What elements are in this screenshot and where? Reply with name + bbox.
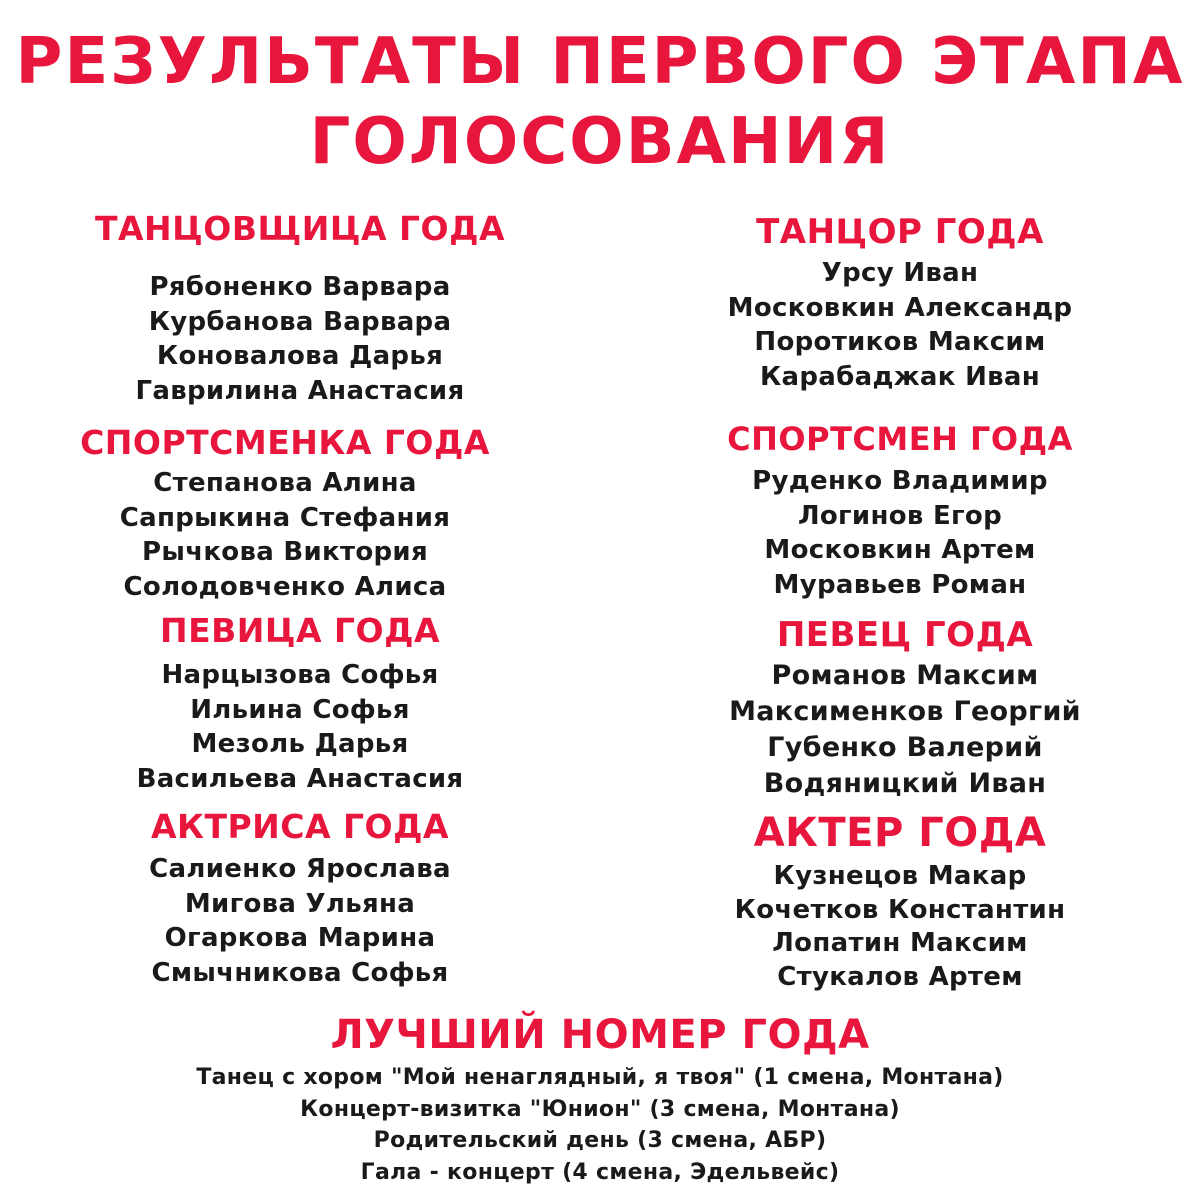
- performance-item: Родительский день (3 смена, АБР): [373, 1128, 827, 1153]
- performance-item: Гала - концерт (4 смена, Эдельвейс): [360, 1159, 840, 1185]
- nominee: Мигова Ульяна: [184, 888, 416, 919]
- title-line-1: РЕЗУЛЬТАТЫ ПЕРВОГО ЭТАПА: [15, 25, 1185, 99]
- nominee: Стукалов Артем: [777, 961, 1023, 992]
- nominee: Гаврилина Анастасия: [135, 375, 465, 406]
- category-singer-male: [680, 612, 1130, 802]
- category-dancer-male: [670, 208, 1130, 394]
- nominee: Романов Максим: [771, 660, 1039, 691]
- category-heading: ЛУЧШИЙ НОМЕР ГОДА: [330, 1012, 870, 1058]
- nominee: Кочетков Константин: [734, 894, 1066, 925]
- nominee: Московкин Александр: [727, 292, 1073, 323]
- nominee: Солодовченко Алиса: [123, 571, 447, 602]
- category-actress: [70, 804, 530, 990]
- category-heading: АКТЕР ГОДА: [753, 810, 1047, 856]
- nominee: Мезоль Дарья: [191, 729, 409, 759]
- title-line-2: ГОЛОСОВАНИЯ: [309, 105, 891, 179]
- nominee-list: [670, 256, 1130, 394]
- category-heading: АКТРИСА ГОДА: [150, 807, 450, 846]
- nominee-list: [680, 658, 1130, 802]
- performance-list: [0, 1062, 1200, 1188]
- nominee: Водяницкий Иван: [763, 768, 1047, 799]
- nominee: Руденко Владимир: [752, 466, 1048, 496]
- nominee: Смычникова Софья: [151, 957, 449, 988]
- performance-item: Танец с хором "Мой ненаглядный, я твоя" (1 смена, Монтана): [196, 1065, 1004, 1090]
- nominee: Кузнецов Макар: [773, 861, 1027, 891]
- nominee: Ильина Софья: [190, 694, 410, 725]
- nominee: Московкин Артем: [764, 535, 1036, 565]
- category-singer-female: [70, 608, 530, 796]
- category-sportswoman: [55, 420, 515, 604]
- category-heading: ПЕВЕЦ ГОДА: [776, 615, 1034, 655]
- category-heading: СПОРТСМЕН ГОДА: [727, 420, 1073, 458]
- nominee-list: [70, 270, 530, 408]
- page-title: [0, 22, 1200, 182]
- category-heading: ТАНЦОВЩИЦА ГОДА: [94, 209, 505, 248]
- category-best-number: [0, 1008, 1200, 1188]
- nominee: Васильева Анастасия: [136, 763, 464, 794]
- nominee: Рябоненко Варвара: [149, 272, 451, 302]
- nominee: Коновалова Дарья: [156, 341, 444, 371]
- nominee: Курбанова Варвара: [148, 306, 452, 337]
- nominee: Губенко Валерий: [767, 732, 1043, 763]
- nominee: Огаркова Марина: [164, 923, 436, 953]
- nominee: Лопатин Максим: [772, 928, 1028, 958]
- performance-item: Концерт-визитка "Юнион" (3 смена, Монтана): [300, 1096, 900, 1122]
- nominee-list: [670, 860, 1130, 994]
- nominee: Логинов Егор: [797, 500, 1002, 531]
- nominee: Рычкова Виктория: [142, 537, 428, 567]
- category-heading: ТАНЦОР ГОДА: [756, 212, 1044, 252]
- nominee: Поротиков Максим: [754, 327, 1046, 357]
- category-heading: СПОРТСМЕНКА ГОДА: [80, 423, 490, 462]
- category-actor: [670, 806, 1130, 994]
- category-dancer-female: [70, 206, 530, 408]
- nominee: Максименков Георгий: [729, 696, 1081, 727]
- nominee: Муравьев Роман: [773, 569, 1027, 600]
- nominee: Карабаджак Иван: [760, 361, 1040, 392]
- nominee: Сапрыкина Стефания: [119, 502, 451, 533]
- category-sportsman: [680, 416, 1120, 602]
- nominee: Урсу Иван: [821, 258, 979, 288]
- nominee-list: [70, 852, 530, 990]
- nominee-list: [55, 466, 515, 604]
- nominee: Салиенко Ярослава: [149, 854, 451, 884]
- nominee-list: [70, 658, 530, 796]
- nominee: Степанова Алина: [153, 468, 417, 498]
- nominee: Нарцызова Софья: [161, 660, 439, 690]
- category-heading: ПЕВИЦА ГОДА: [159, 611, 441, 650]
- nominee-list: [680, 464, 1120, 602]
